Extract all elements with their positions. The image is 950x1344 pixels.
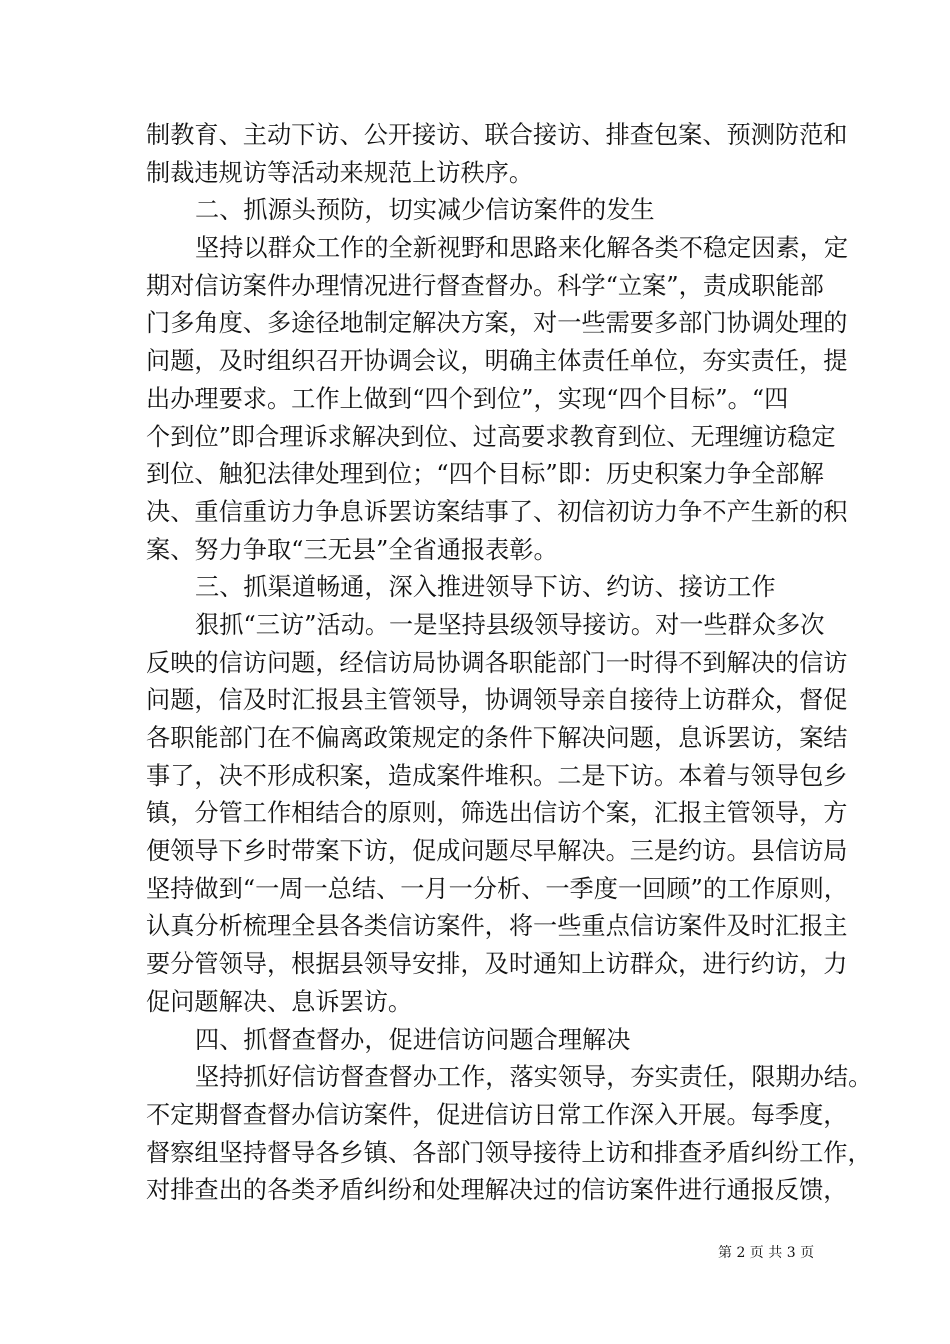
section-heading: 三、抓渠道畅通，深入推进领导下访、约访、接访工作 [195, 573, 776, 602]
text-line: 问题，信及时汇报县主管领导，协调领导亲自接待上访群众，督促 [146, 686, 848, 715]
text-line: 各职能部门在不偏离政策规定的条件下解决问题，息诉罢访，案结 [146, 724, 848, 753]
text-line: 个到位”即合理诉求解决到位、过高要求教育到位、无理缠访稳定 [146, 422, 836, 451]
text-line: 制教育、主动下访、公开接访、联合接访、排查包案、预测防范和 [146, 121, 848, 149]
text-line: 制裁违规访等活动来规范上访秩序。 [146, 158, 534, 187]
text-line: 不定期督查督办信访案件，促进信访日常工作深入开展。每季度， [146, 1100, 848, 1129]
text-line: 反映的信访问题，经信访局协调各职能部门一时得不到解决的信访 [146, 648, 848, 677]
text-line: 出办理要求。工作上做到“四个到位”，实现“四个目标”。“四 [146, 384, 789, 413]
text-line: 坚持做到“一周一总结、一月一分析、一季度一回顾”的工作原则， [146, 874, 848, 903]
text-line: 案、努力争取“三无县”全省通报表彰。 [146, 535, 558, 564]
text-line: 期对信访案件办理情况进行督查督办。科学“立案”，责成职能部 [146, 271, 824, 300]
text-line: 事了，决不形成积案，造成案件堆积。二是下访。本着与领导包乡 [146, 761, 848, 790]
text-line: 要分管领导，根据县领导安排，及时通知上访群众，进行约访，力 [146, 950, 848, 979]
text-line: 对排查出的各类矛盾纠纷和处理解决过的信访案件进行通报反馈， [146, 1176, 848, 1205]
text-line: 便领导下乡时带案下访，促成问题尽早解决。三是约访。县信访局 [146, 837, 848, 866]
page-number: 第 2 页 共 3 页 [718, 1245, 815, 1261]
section-heading: 二、抓源头预防，切实减少信访案件的发生 [195, 196, 655, 225]
section-heading: 四、抓督查督办，促进信访问题合理解决 [195, 1025, 631, 1054]
text-line: 镇，分管工作相结合的原则，筛选出信访个案，汇报主管领导，方 [146, 799, 848, 828]
text-line: 问题，及时组织召开协调会议，明确主体责任单位，夯实责任，提 [146, 347, 848, 376]
text-line: 坚持以群众工作的全新视野和思路来化解各类不稳定因素，定 [195, 234, 849, 263]
text-line: 门多角度、多途径地制定解决方案，对一些需要多部门协调处理的 [146, 309, 848, 338]
text-line: 到位、触犯法律处理到位；“四个目标”即：历史积案力争全部解 [146, 460, 824, 489]
text-line: 狠抓“三访”活动。一是坚持县级领导接访。对一些群众多次 [195, 610, 825, 639]
text-line: 认真分析梳理全县各类信访案件，将一些重点信访案件及时汇报主 [146, 912, 848, 941]
text-line: 督察组坚持督导各乡镇、各部门领导接待上访和排查矛盾纠纷工作， [146, 1138, 872, 1167]
text-line: 决、重信重访力争息诉罢访案结事了、初信初访力争不产生新的积 [146, 497, 848, 526]
text-line: 促问题解决、息诉罢访。 [146, 987, 413, 1016]
text-line: 坚持抓好信访督查督办工作，落实领导，夯实责任，限期办结。 [195, 1063, 873, 1092]
